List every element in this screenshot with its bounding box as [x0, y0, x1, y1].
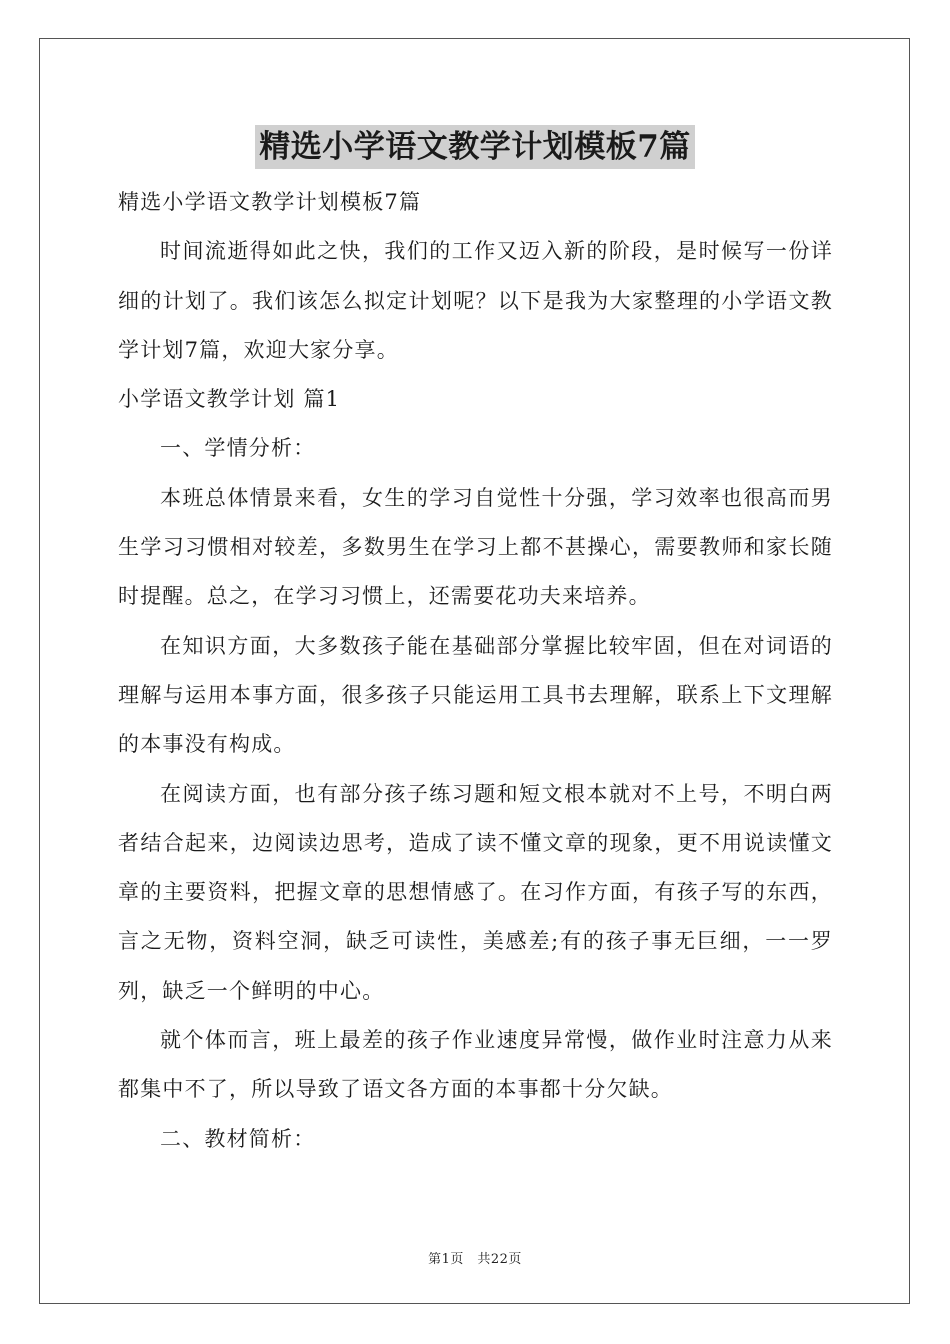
document-title: 精选小学语文教学计划模板7篇 [255, 125, 695, 169]
body-paragraph-1: 本班总体情景来看，女生的学习自觉性十分强，学习效率也很高而男生学习习惯相对较差，多数男生在学习上都不甚操心，需要教师和家长随时提醒。总之，在学习习惯上，还需要花功夫来培养。 [118, 485, 833, 609]
body-paragraph-3: 在阅读方面，也有部分孩子练习题和短文根本就对不上号，不明白两者结合起来，边阅读边思考，造成了读不懂文章的现象，更不用说读懂文章的主要资料，把握文章的思想情感了。在习作方面，有孩子写的东西，言之无物，资料空洞，缺乏可读性，美感差;有的孩子事无巨细，一一罗列，缺乏一个鲜明的中心。 [118, 781, 833, 1003]
document-title-block [0, 125, 950, 171]
intro-paragraph: 时间流逝得如此之快，我们的工作又迈入新的阶段，是时候写一份详细的计划了。我们该怎么拟定计划呢？以下是我为大家整理的小学语文教学计划7篇，欢迎大家分享。 [118, 239, 833, 362]
body-paragraph-4: 就个体而言，班上最差的孩子作业速度异常慢，做作业时注意力从来都集中不了，所以导致了语文各方面的本事都十分欠缺。 [118, 1028, 833, 1102]
document-body [118, 178, 833, 1164]
part2-heading: 二、教材简析： [160, 1126, 316, 1151]
document-subtitle: 精选小学语文教学计划模板7篇 [118, 190, 422, 214]
part1-heading: 一、学情分析： [160, 436, 316, 461]
body-paragraph-2: 在知识方面，大多数孩子能在基础部分掌握比较牢固，但在对词语的理解与运用本事方面，很多孩子只能运用工具书去理解，联系上下文理解的本事没有构成。 [118, 633, 833, 757]
page-number: 第1页 共22页 [428, 1252, 522, 1267]
section-heading: 小学语文教学计划 篇1 [118, 387, 341, 412]
